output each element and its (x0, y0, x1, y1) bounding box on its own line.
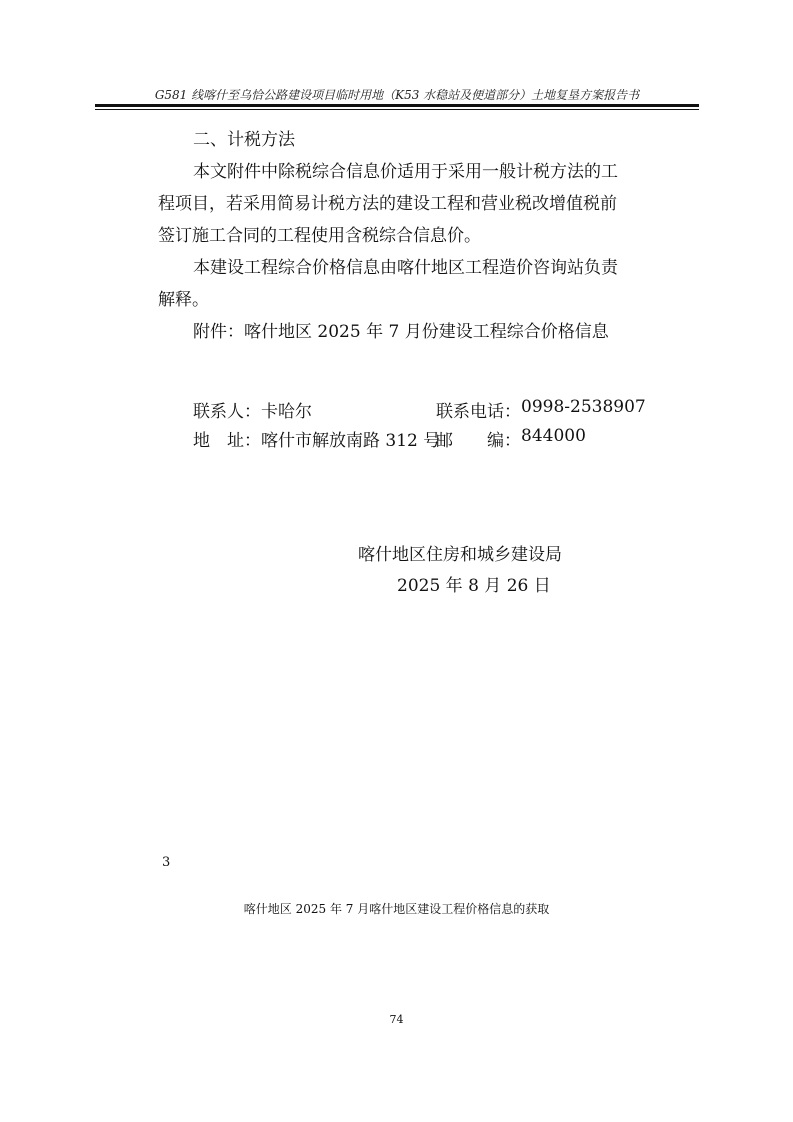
contact-person-label: 联系人： (193, 402, 261, 422)
figure-number: 3 (162, 855, 171, 870)
issue-date: 2025 年 8 月 26 日 (397, 576, 551, 596)
header-rule-thin (95, 109, 699, 110)
page-number: 74 (389, 1013, 404, 1026)
paragraph-1-line-1: 本文附件中除税综合信息价适用于采用一般计税方法的工 (193, 162, 618, 182)
issuer-name: 喀什地区住房和城乡建设局 (358, 545, 562, 565)
contact-phone: 0998-2538907 (521, 397, 646, 417)
paragraph-2-line-1: 本建设工程综合价格信息由喀什地区工程造价咨询站负责 (193, 258, 618, 278)
figure-caption: 喀什地区 2025 年 7 月喀什地区建设工程价格信息的获取 (243, 902, 550, 916)
contact-address: 喀什市解放南路 312 号 (261, 431, 441, 451)
contact-address-label: 地 址： (193, 431, 261, 451)
contact-phone-label: 联系电话： (436, 402, 521, 422)
header-rule-thick (95, 104, 699, 107)
paragraph-1-line-2: 程项目，若采用简易计税方法的建设工程和营业税改增值税前 (158, 194, 617, 214)
section-heading: 二、计税方法 (193, 130, 295, 150)
contact-person: 卡哈尔 (261, 402, 312, 422)
contact-postcode-label: 邮 编： (436, 431, 521, 451)
running-header: G581 线喀什至乌恰公路建设项目临时用地（K53 水稳站及便道部分）土地复垦方案报告书 (154, 88, 640, 102)
attachment-line: 附件：喀什地区 2025 年 7 月份建设工程综合价格信息 (193, 322, 609, 342)
paragraph-2-line-2: 解释。 (158, 290, 209, 310)
contact-postcode: 844000 (521, 426, 586, 446)
paragraph-1-line-3: 签订施工合同的工程使用含税综合信息价。 (158, 226, 481, 246)
